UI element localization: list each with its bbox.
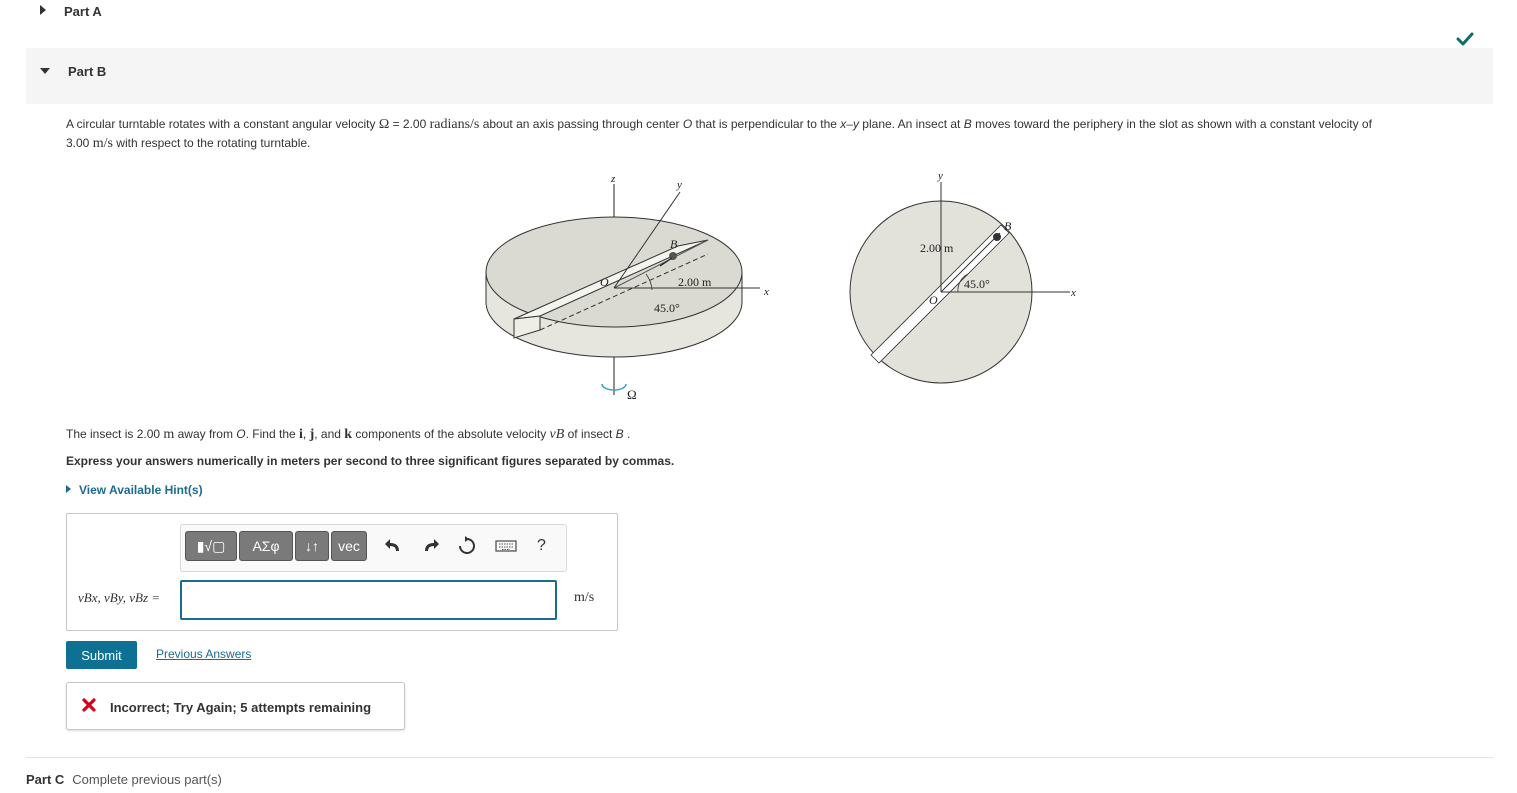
- reset-icon[interactable]: [456, 535, 478, 557]
- error-x-icon: [81, 697, 97, 713]
- unit-radians: radians/s: [429, 117, 480, 132]
- point-b: B: [963, 117, 972, 131]
- greek-symbols-button[interactable]: ΑΣφ: [239, 531, 293, 561]
- point-b: B: [615, 427, 624, 441]
- part-c-header: [26, 772, 222, 787]
- problem-text: moves toward the periphery in the slot as shown with a constant velocity of: [971, 117, 1372, 131]
- o-label-top: O: [929, 293, 938, 307]
- b-label-top: B: [1004, 219, 1012, 233]
- velocity-symbol: vB: [549, 427, 565, 442]
- question-text: [66, 427, 630, 443]
- turntable-top-view: [850, 170, 1076, 383]
- answer-input[interactable]: [180, 580, 557, 620]
- z-label: z: [611, 173, 616, 185]
- omega-label: Ω: [627, 387, 637, 402]
- vector-button[interactable]: vec: [331, 531, 367, 561]
- point-o: O: [682, 117, 693, 131]
- keyboard-icon[interactable]: [494, 535, 518, 557]
- question-fragment: away from: [174, 427, 237, 441]
- insect-b-top: [993, 233, 1001, 241]
- divider: [26, 757, 1493, 758]
- question-fragment: , and: [314, 427, 345, 441]
- problem-text: A circular turntable rotates with a constant angular velocity: [66, 117, 379, 131]
- question-fragment: ,: [302, 427, 310, 441]
- math-toolbar: [180, 524, 567, 572]
- o-label: O: [600, 275, 609, 289]
- submit-button[interactable]: Submit: [66, 641, 137, 669]
- question-fragment: .: [623, 427, 631, 441]
- distance-label-top: 2.00 m: [920, 241, 954, 255]
- disk-top: [486, 217, 742, 327]
- problem-text: plane. An insect at: [858, 117, 964, 131]
- previous-answers-link[interactable]: Previous Answers: [156, 647, 252, 661]
- problem-text: that is perpendicular to the: [692, 117, 841, 131]
- problem-statement: [66, 115, 1496, 153]
- question-fragment: . Find the: [245, 427, 300, 441]
- redo-icon[interactable]: [419, 535, 441, 557]
- point-o: O: [236, 427, 246, 441]
- distance-label: 2.00 m: [678, 275, 712, 289]
- turntable-3d: [486, 173, 769, 402]
- x-label: x: [764, 286, 769, 298]
- templates-button[interactable]: ▮√▢: [185, 531, 237, 561]
- plane-xy: x–y: [840, 117, 859, 131]
- feedback-panel: [66, 682, 405, 730]
- part-c-status: Complete previous part(s): [72, 772, 222, 787]
- feedback-message: Incorrect; Try Again; 5 attempts remaining: [110, 700, 372, 715]
- problem-text: = 2.00: [389, 117, 430, 131]
- y-label: y: [677, 179, 682, 191]
- hint-label: View Available Hint(s): [79, 483, 203, 497]
- unit-ms: m/s: [92, 136, 113, 151]
- angle-label: 45.0°: [654, 301, 680, 315]
- unit-vector-k: k: [344, 427, 353, 442]
- turntable-figure: [480, 170, 1100, 410]
- answer-variables-label: vBx, vBy, vBz =: [78, 590, 161, 605]
- part-a-header[interactable]: [0, 0, 1517, 24]
- part-c-label: Part C: [26, 772, 65, 787]
- view-hints-link[interactable]: [66, 483, 203, 497]
- collapse-caret-icon[interactable]: [40, 68, 50, 74]
- question-fragment: of insect: [564, 427, 616, 441]
- caret-right-icon: [66, 485, 71, 493]
- x-label-top: x: [1071, 287, 1076, 299]
- b-label: B: [670, 237, 678, 251]
- y-label-top: y: [938, 170, 943, 182]
- part-a-label: Part A: [64, 4, 102, 19]
- unit-vector-i: i: [299, 427, 303, 442]
- question-fragment: The insect is 2.00: [66, 427, 164, 441]
- unit-vector-j: j: [309, 427, 315, 442]
- problem-text: 3.00: [66, 136, 93, 150]
- omega-symbol: Ω: [378, 117, 390, 132]
- checkmark-icon: [1456, 32, 1474, 46]
- part-b-header[interactable]: [26, 48, 1493, 104]
- problem-text: about an axis passing through center: [479, 117, 683, 131]
- answer-instructions: Express your answers numerically in meters per second to three significant figures separated by commas.: [66, 454, 675, 468]
- help-button[interactable]: ?: [537, 537, 546, 554]
- answer-unit: m/s: [574, 590, 595, 605]
- expand-caret-icon[interactable]: [40, 5, 46, 15]
- undo-icon[interactable]: [383, 535, 405, 557]
- question-fragment: components of the absolute velocity: [352, 427, 550, 441]
- part-b-label: Part B: [68, 64, 107, 79]
- unit-m: m: [163, 427, 175, 442]
- subscript-superscript-button[interactable]: ↓↑: [295, 531, 329, 561]
- angle-label-top: 45.0°: [964, 277, 990, 291]
- problem-text: with respect to the rotating turntable.: [112, 136, 311, 150]
